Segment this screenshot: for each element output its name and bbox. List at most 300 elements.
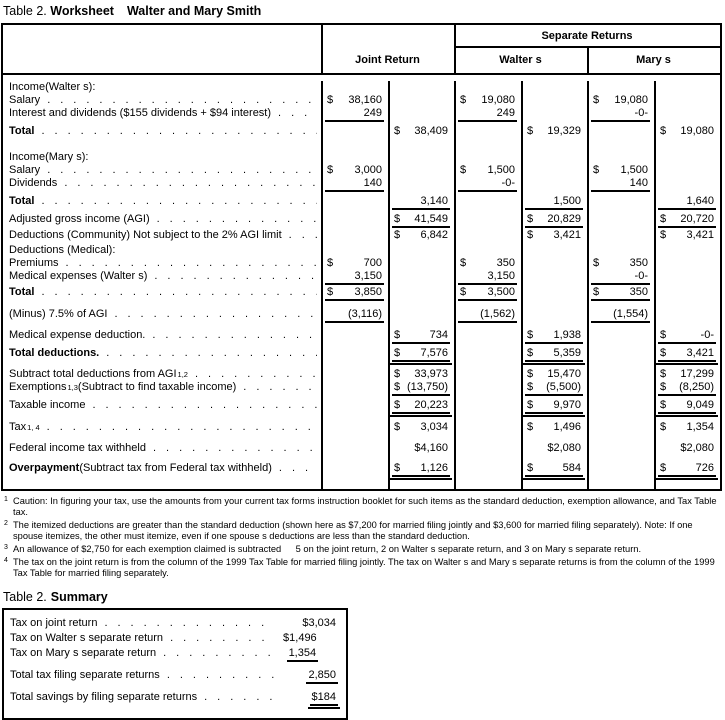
amount-value: (13,750) bbox=[407, 381, 448, 393]
dollar-sign: $ bbox=[327, 164, 334, 176]
amount-cell bbox=[521, 381, 587, 396]
dollar-sign: $ bbox=[660, 421, 667, 433]
worksheet-row bbox=[3, 229, 720, 244]
summary-right-cell bbox=[302, 669, 342, 684]
dollar-sign: $ bbox=[327, 94, 334, 106]
amount-cell bbox=[654, 229, 720, 242]
amount bbox=[525, 421, 583, 434]
row-label: Exemptions 1,3 (Subtract to find taxable income) ..... bbox=[3, 381, 321, 393]
dot-leader bbox=[92, 399, 317, 411]
row-label bbox=[3, 270, 321, 282]
amount-value: 5,359 bbox=[553, 347, 581, 359]
amount bbox=[458, 94, 517, 107]
amount-cell bbox=[521, 368, 587, 381]
amount-cell bbox=[321, 94, 388, 107]
column-header-marys: Mary s bbox=[636, 54, 671, 66]
amount-value: 3,421 bbox=[686, 229, 714, 241]
amount-cell bbox=[388, 399, 454, 414]
row-label-text: Total bbox=[9, 286, 35, 298]
worksheet-row bbox=[3, 164, 720, 177]
amount bbox=[591, 286, 650, 301]
amount bbox=[591, 270, 650, 285]
row-label-text: Salary bbox=[9, 94, 41, 106]
amount-cell bbox=[654, 347, 720, 362]
row-label: Subtract total deductions from AGI 1,2 ..... bbox=[3, 368, 321, 380]
dot-leader bbox=[157, 213, 317, 225]
footnote bbox=[3, 544, 722, 555]
amount-value: (1,562) bbox=[480, 308, 515, 320]
amount bbox=[392, 229, 450, 242]
amount-value: 734 bbox=[429, 329, 448, 341]
worksheet-row bbox=[3, 368, 720, 381]
amount-value: (5,500) bbox=[546, 381, 581, 393]
dollar-sign: $ bbox=[394, 381, 401, 393]
amount-cell bbox=[321, 308, 388, 323]
dollar-sign: $ bbox=[593, 257, 600, 269]
dollar-sign: $ bbox=[394, 229, 401, 241]
amount-cell bbox=[388, 329, 454, 344]
amount-cell bbox=[587, 107, 654, 122]
worksheet-row bbox=[3, 257, 720, 270]
amount-cell bbox=[388, 368, 454, 381]
dollar-sign: $ bbox=[593, 286, 600, 298]
worksheet-row bbox=[3, 462, 720, 480]
amount bbox=[525, 381, 583, 396]
amount-value: 3,000 bbox=[354, 164, 382, 176]
amount bbox=[392, 329, 450, 344]
dollar-sign: $ bbox=[394, 462, 401, 474]
column-header-joint-return: Joint Return bbox=[355, 54, 420, 66]
amount bbox=[310, 691, 338, 706]
amount bbox=[525, 329, 583, 344]
amount bbox=[306, 669, 338, 684]
amount bbox=[325, 107, 384, 122]
dot-leader bbox=[104, 617, 268, 629]
amount bbox=[525, 462, 583, 477]
row-label-text: Income(Walter s): bbox=[9, 81, 96, 93]
amount bbox=[392, 125, 450, 138]
amount bbox=[525, 399, 583, 414]
worksheet-row bbox=[3, 244, 720, 257]
amount-value: 19,080 bbox=[680, 125, 714, 137]
amount bbox=[658, 462, 716, 477]
dollar-sign: $ bbox=[460, 164, 467, 176]
amount-cell bbox=[654, 368, 720, 381]
row-label bbox=[3, 107, 321, 119]
amount bbox=[591, 257, 650, 270]
amount-value: 3,850 bbox=[354, 286, 382, 298]
amount-value: 9,049 bbox=[686, 399, 714, 411]
summary-table bbox=[2, 608, 348, 720]
worksheet-row bbox=[3, 329, 720, 345]
amount-cell bbox=[454, 286, 521, 301]
row-label-text: Interest and dividends ($155 dividends + $94 interest) bbox=[9, 107, 272, 119]
amount bbox=[591, 308, 650, 323]
column-rule bbox=[654, 81, 656, 489]
footnote-marker: 2 bbox=[4, 520, 8, 527]
column-rule bbox=[454, 81, 456, 489]
amount-cell bbox=[521, 329, 587, 344]
amount-value: 249 bbox=[363, 107, 382, 119]
amount bbox=[458, 177, 517, 192]
amount-cell bbox=[388, 381, 454, 396]
amount-value: 184 bbox=[317, 691, 336, 703]
row-label-text: (Subtract to find taxable income) bbox=[77, 381, 237, 393]
amount-value: 584 bbox=[562, 462, 581, 474]
amount-cell bbox=[388, 213, 454, 228]
amount bbox=[591, 164, 650, 177]
dot-leader bbox=[163, 647, 278, 659]
amount-value: 3,150 bbox=[354, 270, 382, 282]
amount-value: $2,080 bbox=[547, 442, 581, 454]
row-label bbox=[3, 229, 321, 241]
amount-cell bbox=[521, 399, 587, 414]
amount bbox=[458, 164, 517, 177]
column-rule bbox=[388, 81, 390, 489]
dot-leader bbox=[167, 669, 276, 681]
amount-cell bbox=[521, 125, 587, 138]
row-label bbox=[3, 286, 321, 298]
amount-value: 41,549 bbox=[414, 213, 448, 225]
amount bbox=[658, 368, 716, 381]
row-label-text: Salary bbox=[9, 164, 41, 176]
amount-cell bbox=[587, 164, 654, 177]
dot-leader bbox=[47, 164, 317, 176]
amount-cell bbox=[654, 462, 720, 477]
amount bbox=[458, 286, 517, 301]
summary-right-cell bbox=[306, 691, 342, 706]
amount-value: 6,842 bbox=[420, 229, 448, 241]
footnote-text: Caution: In figuring your tax, use the amounts from your current tax forms instruction booklet for such items as the standard deduction, exemption allowance, and Tax Table tax. bbox=[13, 496, 717, 517]
summary-row bbox=[10, 617, 342, 632]
dot-leader bbox=[289, 229, 317, 241]
amount-cell bbox=[454, 308, 521, 323]
worksheet-row bbox=[3, 195, 720, 210]
amount-cell bbox=[321, 164, 388, 177]
row-label-text: Total tax filing separate returns bbox=[10, 669, 160, 681]
column-header-walters: Walter s bbox=[499, 54, 542, 66]
footnote-text: The itemized deductions are greater than the standard deduction (shown here as $7,200 for married filing jointly and $3,600 for married filing separately). Note: If one spouse itemizes, the other must itemize, even if one spouse s deductions are less than the standard deduction. bbox=[13, 520, 693, 541]
amount bbox=[392, 368, 450, 381]
summary-title bbox=[3, 590, 724, 604]
dot-leader bbox=[47, 94, 317, 106]
dollar-sign: $ bbox=[527, 399, 534, 411]
worksheet-row bbox=[3, 381, 720, 397]
amount-cell bbox=[388, 421, 454, 434]
amount bbox=[658, 125, 716, 138]
amount-value: $2,080 bbox=[680, 442, 714, 454]
amount-cell bbox=[521, 195, 587, 210]
row-label-text: Medical expenses (Walter s) bbox=[9, 270, 148, 282]
row-label-text: Exemptions bbox=[9, 381, 67, 393]
amount-cell bbox=[521, 347, 587, 362]
dollar-sign: $ bbox=[527, 125, 534, 137]
amount bbox=[458, 308, 517, 323]
worksheet-title-prefix: Table 2. bbox=[3, 4, 47, 18]
amount-value: 3,034 bbox=[420, 421, 448, 433]
dollar-sign: $ bbox=[660, 125, 667, 137]
dollar-sign: $ bbox=[660, 399, 667, 411]
amount-value: $3,034 bbox=[302, 617, 336, 629]
summary-row bbox=[10, 647, 342, 662]
row-label-text: Taxable income bbox=[9, 399, 86, 411]
amount bbox=[392, 195, 450, 210]
row-label-text: Total savings by filing separate returns bbox=[10, 691, 198, 703]
row-label bbox=[3, 442, 321, 454]
dollar-sign: $ bbox=[527, 213, 534, 225]
dollar-sign: $ bbox=[394, 329, 401, 341]
row-label bbox=[3, 399, 321, 411]
row-label bbox=[3, 257, 321, 269]
amount bbox=[392, 421, 450, 434]
summary-row bbox=[10, 669, 342, 684]
row-label bbox=[3, 347, 321, 359]
amount-cell bbox=[654, 381, 720, 396]
footnote bbox=[3, 557, 722, 579]
amount bbox=[658, 381, 716, 396]
dot-leader bbox=[152, 329, 317, 341]
dollar-sign: $ bbox=[460, 286, 467, 298]
amount bbox=[525, 442, 583, 455]
dollar-sign: $ bbox=[327, 257, 334, 269]
amount-value: (8,250) bbox=[679, 381, 714, 393]
amount-value: 20,720 bbox=[680, 213, 714, 225]
worksheet-row bbox=[3, 125, 720, 140]
amount-cell bbox=[321, 107, 388, 122]
row-label bbox=[3, 81, 321, 93]
amount bbox=[658, 329, 716, 344]
amount-cell bbox=[454, 177, 521, 192]
amount-cell bbox=[654, 399, 720, 414]
worksheet-title-names: Walter and Mary Smith bbox=[126, 4, 262, 18]
column-rule bbox=[321, 81, 323, 489]
amount-cell bbox=[587, 308, 654, 323]
amount bbox=[392, 213, 450, 228]
amount-value: 19,080 bbox=[481, 94, 515, 106]
amount bbox=[392, 347, 450, 362]
amount-value: 33,973 bbox=[414, 368, 448, 380]
amount-value: 20,223 bbox=[414, 399, 448, 411]
amount-cell bbox=[587, 177, 654, 192]
worksheet-row bbox=[3, 347, 720, 365]
amount bbox=[591, 177, 650, 192]
row-label bbox=[3, 164, 321, 176]
amount bbox=[525, 368, 583, 381]
footnote bbox=[3, 520, 722, 542]
worksheet-row bbox=[3, 213, 720, 229]
dollar-sign: $ bbox=[394, 421, 401, 433]
amount bbox=[458, 270, 517, 285]
amount-cell bbox=[654, 195, 720, 210]
amount-value: 3,421 bbox=[553, 229, 581, 241]
dollar-sign: $ bbox=[460, 257, 467, 269]
worksheet-row bbox=[3, 270, 720, 284]
amount-cell bbox=[521, 229, 587, 242]
amount-cell bbox=[654, 421, 720, 434]
dollar-sign: $ bbox=[527, 329, 534, 341]
amount-value: 1,496 bbox=[553, 421, 581, 433]
dot-leader bbox=[106, 347, 317, 359]
amount-value: 1,126 bbox=[420, 462, 448, 474]
row-label-text: Deductions (Community) Not subject to the 2% AGI limit bbox=[9, 229, 282, 241]
row-label bbox=[3, 329, 321, 341]
amount bbox=[281, 632, 319, 645]
amount-value: 3,140 bbox=[420, 195, 448, 207]
dollar-sign: $ bbox=[527, 368, 534, 380]
dollar-sign: $ bbox=[460, 94, 467, 106]
worksheet-body bbox=[3, 81, 720, 489]
row-label bbox=[3, 213, 321, 225]
worksheet-title bbox=[1, 2, 724, 23]
row-label: Tax 1, 4 ..... bbox=[3, 421, 321, 433]
summary-row-label bbox=[10, 691, 284, 703]
worksheet-row bbox=[3, 399, 720, 417]
row-label-text: Income(Mary s): bbox=[9, 151, 89, 163]
amount bbox=[658, 229, 716, 242]
row-label-text: Deductions (Medical): bbox=[9, 244, 116, 256]
amount-value: 38,160 bbox=[348, 94, 382, 106]
column-rule bbox=[521, 81, 523, 489]
row-label-text: Dividends bbox=[9, 177, 58, 189]
dot-leader bbox=[66, 257, 317, 269]
dollar-sign: $ bbox=[394, 213, 401, 225]
dollar-sign: $ bbox=[527, 347, 534, 359]
dot-leader bbox=[204, 691, 280, 703]
amount-cell bbox=[454, 164, 521, 177]
amount bbox=[658, 347, 716, 362]
amount-value: 140 bbox=[629, 177, 648, 189]
row-label bbox=[3, 125, 321, 137]
row-label-text: Tax on joint return bbox=[10, 617, 98, 629]
dollar-sign: $ bbox=[660, 368, 667, 380]
row-label-text: Medical expense deduction. bbox=[9, 329, 146, 341]
row-label bbox=[3, 177, 321, 189]
row-label-text: Tax bbox=[9, 421, 27, 433]
dot-leader bbox=[243, 381, 317, 393]
amount-value: 20,829 bbox=[547, 213, 581, 225]
amount-cell bbox=[587, 257, 654, 270]
worksheet-header bbox=[3, 25, 720, 75]
amount-cell bbox=[388, 442, 454, 455]
amount-value: 2,850 bbox=[308, 669, 336, 681]
amount bbox=[325, 286, 384, 301]
amount bbox=[525, 125, 583, 138]
dot-leader bbox=[195, 368, 317, 380]
worksheet-row bbox=[3, 421, 720, 437]
amount-cell bbox=[521, 421, 587, 434]
dollar-sign: $ bbox=[527, 229, 534, 241]
amount-value: 700 bbox=[363, 257, 382, 269]
amount bbox=[525, 195, 583, 210]
amount-value: 350 bbox=[496, 257, 515, 269]
amount bbox=[525, 229, 583, 242]
amount-cell bbox=[454, 94, 521, 107]
amount bbox=[392, 462, 450, 477]
footnote-marker: 3 bbox=[4, 544, 8, 551]
row-label bbox=[3, 151, 321, 163]
dollar-sign: $ bbox=[660, 329, 667, 341]
worksheet-row bbox=[3, 442, 720, 456]
amount bbox=[658, 442, 716, 455]
amount-cell bbox=[587, 94, 654, 107]
amount-value: -0- bbox=[700, 329, 714, 341]
footnote-text: An allowance of $2,750 for each exemption claimed is subtracted 5 on the joint return, 2 on Walter s separate return, and 3 on Mary s separate return. bbox=[13, 544, 642, 554]
amount bbox=[525, 213, 583, 228]
amount-cell bbox=[388, 462, 454, 477]
amount-value: 15,470 bbox=[547, 368, 581, 380]
amount-value: 9,970 bbox=[553, 399, 581, 411]
amount-value: 350 bbox=[629, 257, 648, 269]
row-label-text: Tax on Walter s separate return bbox=[10, 632, 164, 644]
row-label-text: (Subtract tax from Federal tax withheld) bbox=[79, 462, 272, 474]
dollar-sign: $ bbox=[311, 691, 318, 703]
amount-value: 140 bbox=[363, 177, 382, 189]
summary-row bbox=[10, 691, 342, 709]
dot-leader bbox=[279, 462, 317, 474]
summary-title-prefix: Table 2. bbox=[3, 590, 47, 604]
summary-row-label bbox=[10, 617, 272, 629]
amount bbox=[392, 442, 450, 455]
summary-right-cell bbox=[296, 617, 342, 630]
row-label bbox=[3, 462, 321, 474]
row-label-text: Total deductions. bbox=[9, 347, 100, 359]
amount bbox=[458, 257, 517, 270]
dollar-sign: $ bbox=[660, 213, 667, 225]
worksheet-row bbox=[3, 81, 720, 94]
dollar-sign: $ bbox=[527, 462, 534, 474]
dot-leader bbox=[41, 125, 317, 137]
amount-value: 1,354 bbox=[686, 421, 714, 433]
summary-row-label bbox=[10, 632, 277, 644]
amount-cell bbox=[388, 195, 454, 210]
amount-value: 19,080 bbox=[614, 94, 648, 106]
dot-leader bbox=[64, 177, 317, 189]
row-label bbox=[3, 94, 321, 106]
amount-cell bbox=[587, 270, 654, 285]
row-label-text: (Minus) 7.5% of AGI bbox=[9, 308, 108, 320]
summary-row bbox=[10, 632, 342, 647]
dollar-sign: $ bbox=[660, 347, 667, 359]
row-label-text: Total bbox=[9, 195, 35, 207]
amount-cell bbox=[321, 257, 388, 270]
row-label bbox=[3, 308, 321, 320]
dollar-sign: $ bbox=[660, 381, 667, 393]
amount-cell bbox=[388, 347, 454, 362]
header-rule bbox=[587, 46, 589, 73]
dot-leader bbox=[47, 421, 317, 433]
row-label-text: Adjusted gross income (AGI) bbox=[9, 213, 150, 225]
amount bbox=[658, 195, 716, 210]
amount-value: 249 bbox=[496, 107, 515, 119]
amount-value: 1,938 bbox=[553, 329, 581, 341]
amount bbox=[287, 647, 319, 662]
worksheet-row bbox=[3, 151, 720, 164]
amount-value: $1,496 bbox=[283, 632, 317, 644]
dot-leader bbox=[170, 632, 273, 644]
amount-value: 7,576 bbox=[420, 347, 448, 359]
amount-cell bbox=[388, 229, 454, 242]
worksheet-row bbox=[3, 107, 720, 121]
header-rule bbox=[321, 25, 323, 73]
amount-cell bbox=[321, 270, 388, 285]
amount bbox=[325, 94, 384, 107]
summary-row-label bbox=[10, 647, 283, 659]
dot-leader bbox=[41, 195, 317, 207]
amount-cell bbox=[654, 125, 720, 138]
dot-leader bbox=[153, 442, 317, 454]
amount-value: 3,500 bbox=[487, 286, 515, 298]
amount bbox=[392, 399, 450, 414]
